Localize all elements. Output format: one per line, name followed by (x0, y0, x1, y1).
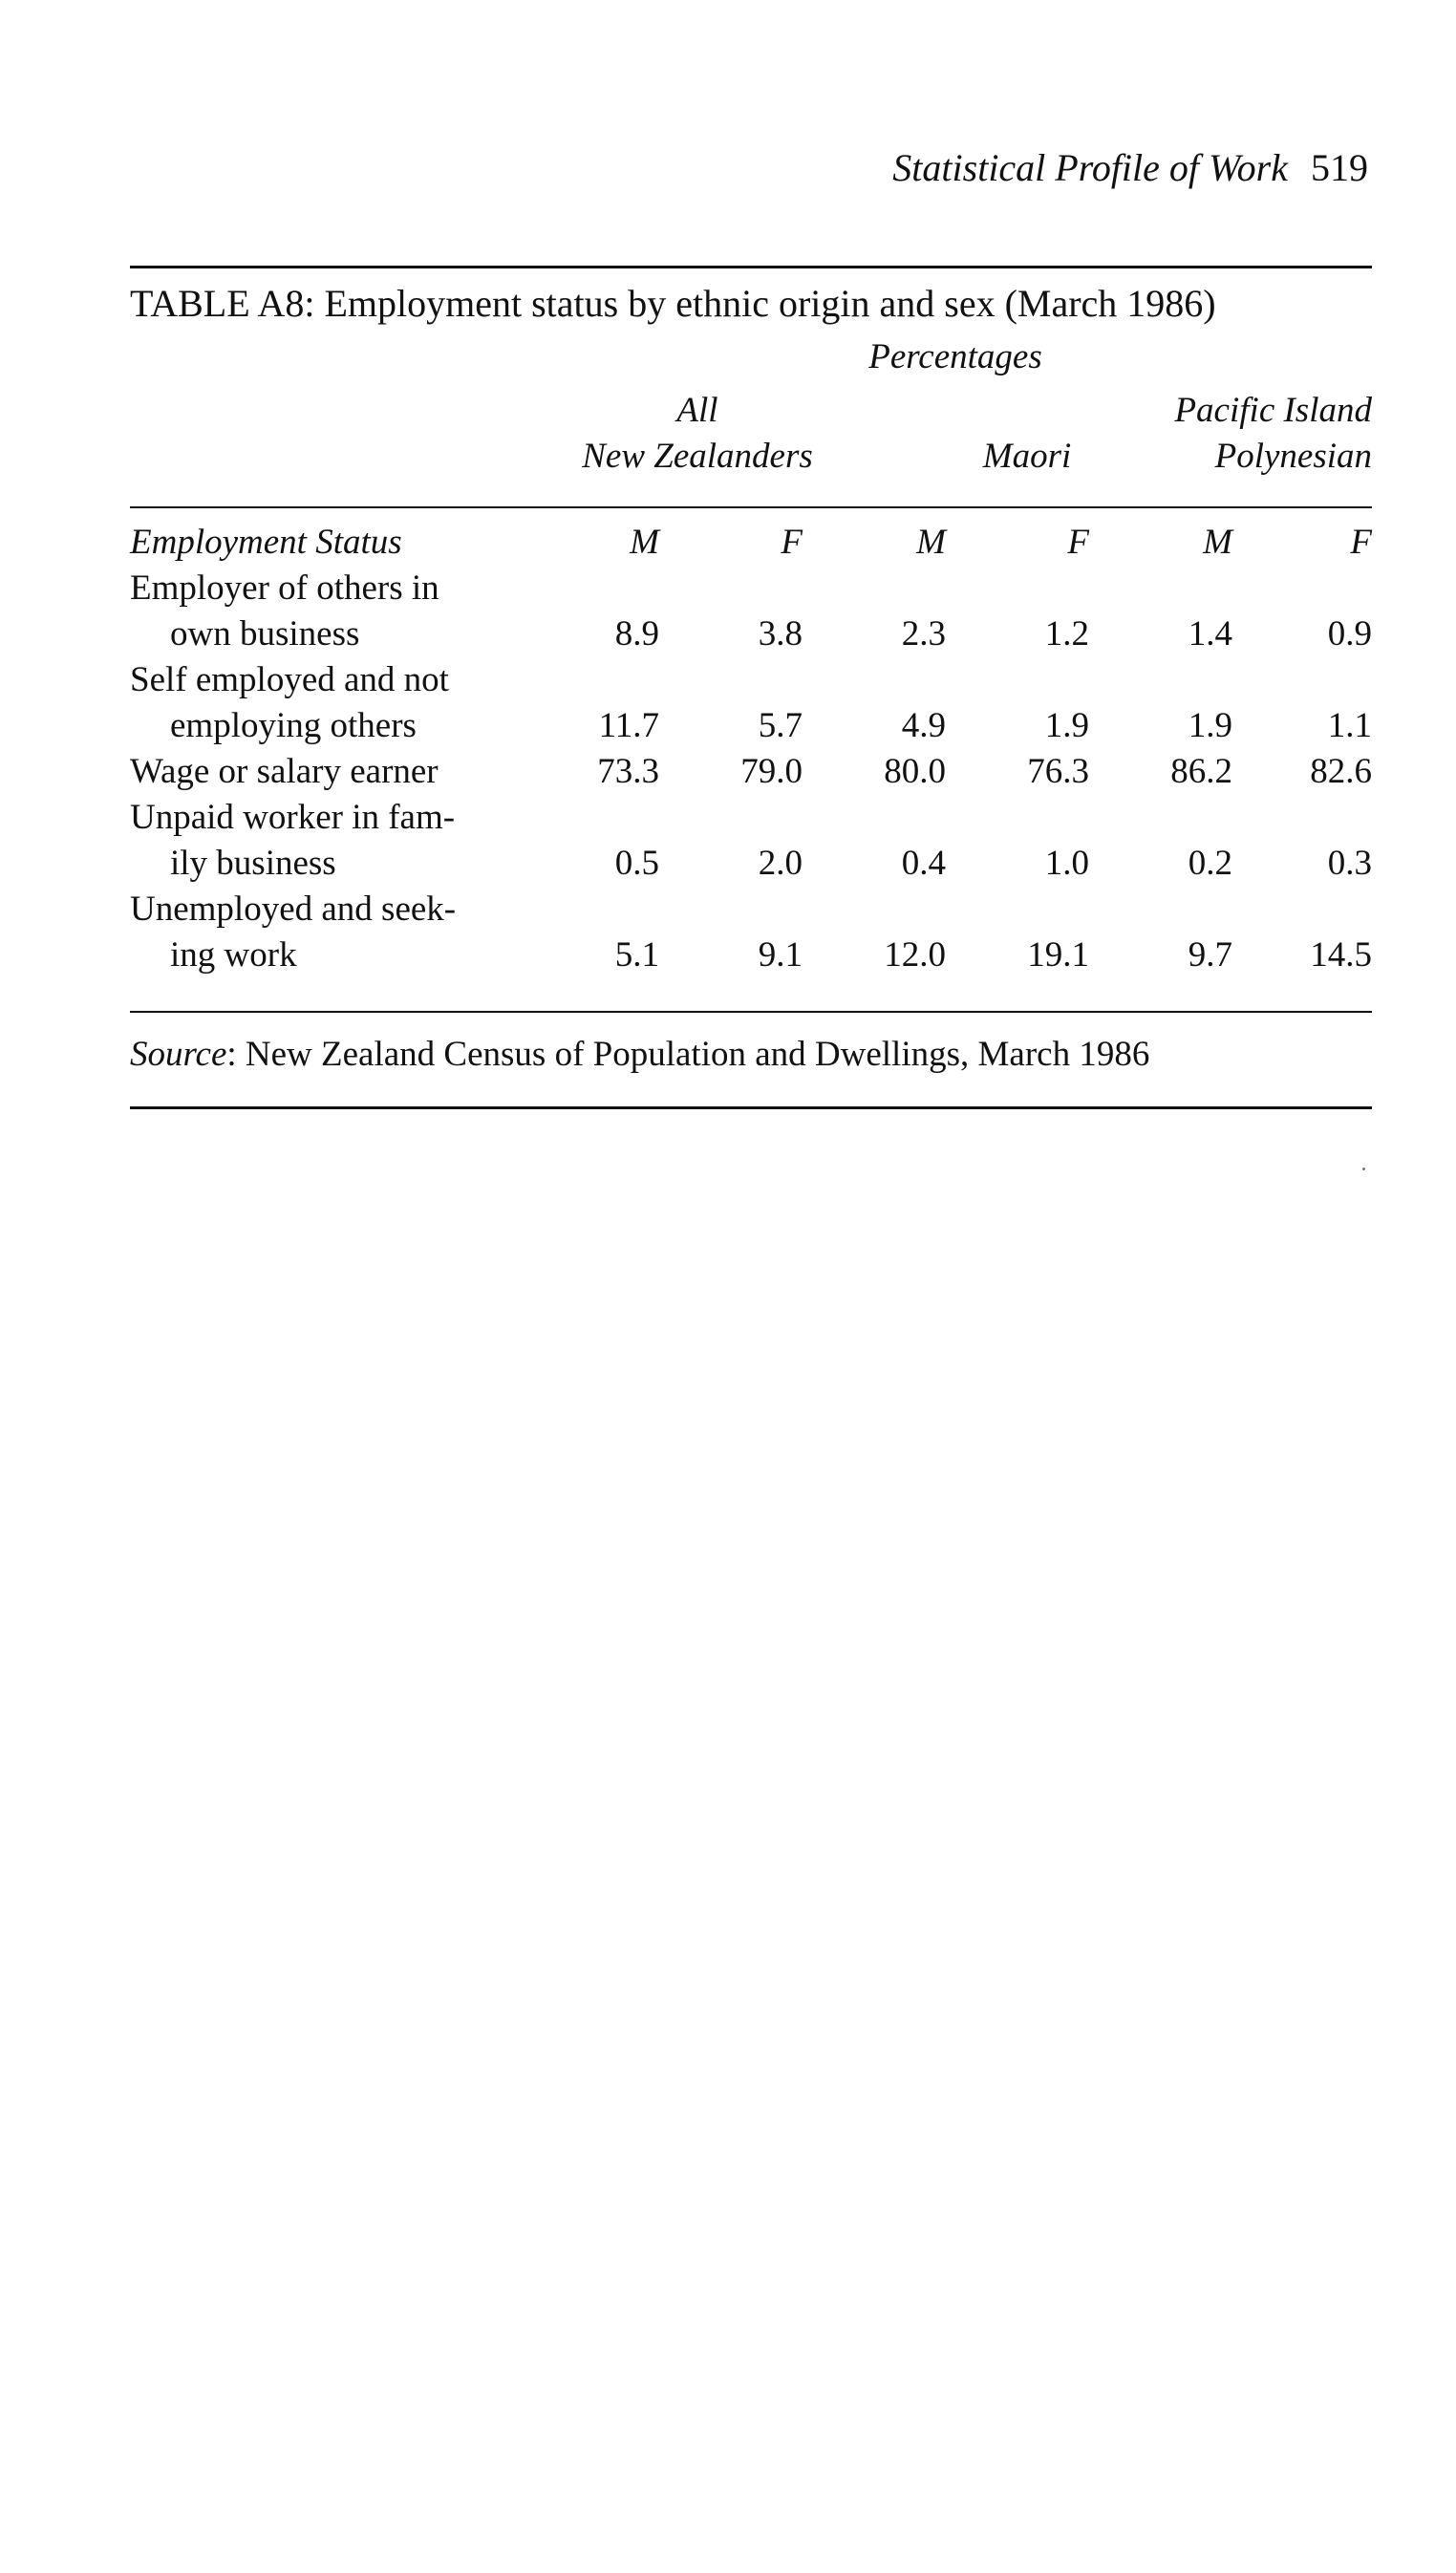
table-cell: 4.9 (901, 706, 946, 745)
table-cell: 0.5 (614, 844, 659, 883)
source-label: Source (130, 1035, 227, 1074)
running-head (892, 145, 1368, 191)
table-end-rule (130, 1106, 1372, 1109)
group-header-pacific-line2: Polynesian (1214, 437, 1372, 476)
table-cell: 2.0 (758, 844, 803, 883)
table-row-label (130, 795, 455, 887)
table-cell: 5.7 (758, 706, 803, 745)
table-cell: 1.1 (1327, 706, 1372, 745)
table-cell: 79.0 (740, 752, 803, 791)
table-cell: 73.3 (597, 752, 659, 791)
table-cell: 9.1 (758, 935, 803, 975)
table-cell: 8.9 (614, 614, 659, 654)
col-header-nz-m: M (630, 523, 659, 562)
table-cell: 11.7 (598, 706, 659, 745)
page-number: 519 (1311, 146, 1368, 189)
print-speck (1362, 1168, 1365, 1170)
row-label-line1: Self employed and not (130, 660, 449, 699)
table-source-note (130, 1032, 1149, 1078)
group-header-pacific-line1: Pacific Island (1174, 391, 1372, 430)
header-rule (130, 506, 1372, 508)
group-header-maori: Maori (982, 437, 1072, 476)
table-cell: 5.1 (614, 935, 659, 975)
col-header-maori-f: F (1067, 523, 1089, 562)
table-cell: 0.4 (901, 844, 946, 883)
table-cell: 76.3 (1027, 752, 1089, 791)
table-row-label (130, 887, 456, 978)
table-cell: 2.3 (901, 614, 946, 654)
row-label-line2: ily business (170, 844, 336, 883)
table-cell: 0.9 (1327, 614, 1372, 654)
row-label-line1: Wage or salary earner (130, 752, 439, 791)
table-cell: 1.2 (1044, 614, 1089, 654)
row-label-line2: employing others (170, 706, 417, 745)
table-cell: 1.0 (1044, 844, 1089, 883)
source-text: : New Zealand Census of Population and Dwellings, March 1986 (226, 1035, 1150, 1074)
table-caption: TABLE A8: Employment status by ethnic origin and sex (March 1986) (130, 282, 1216, 325)
table-row-label (130, 657, 449, 749)
row-label-line1: Unpaid worker in fam- (130, 798, 456, 837)
table-row-label (130, 566, 439, 657)
table-cell: 19.1 (1027, 935, 1089, 975)
table-top-rule (130, 266, 1372, 268)
row-label-line2: ing work (170, 935, 297, 975)
stub-header: Employment Status (130, 523, 402, 562)
table-bottom-rule (130, 1011, 1372, 1013)
table-cell: 1.9 (1044, 706, 1089, 745)
row-label-line1: Employer of others in (130, 568, 439, 608)
table-cell: 14.5 (1310, 935, 1372, 975)
table-cell: 86.2 (1170, 752, 1232, 791)
col-header-maori-m: M (916, 523, 946, 562)
running-head-title: Statistical Profile of Work (892, 146, 1288, 189)
table-row-label (130, 749, 439, 795)
row-label-line2: own business (170, 614, 360, 654)
table-cell: 0.3 (1327, 844, 1372, 883)
table-cell: 80.0 (884, 752, 946, 791)
table-cell: 3.8 (758, 614, 803, 654)
col-header-nz-f: F (781, 523, 803, 562)
group-header-all-nz-line2: New Zealanders (582, 437, 813, 476)
table-cell: 9.7 (1188, 935, 1232, 975)
col-header-pacific-f: F (1350, 523, 1372, 562)
group-header-all-nz-line1: All (676, 391, 718, 430)
table-cell: 0.2 (1188, 844, 1232, 883)
row-label-line1: Unemployed and seek- (130, 890, 457, 929)
table-cell: 1.9 (1188, 706, 1232, 745)
table-cell: 12.0 (884, 935, 946, 975)
percentages-label: Percentages (868, 337, 1042, 376)
col-header-pacific-m: M (1203, 523, 1232, 562)
table-cell: 1.4 (1188, 614, 1232, 654)
table-cell: 82.6 (1310, 752, 1372, 791)
